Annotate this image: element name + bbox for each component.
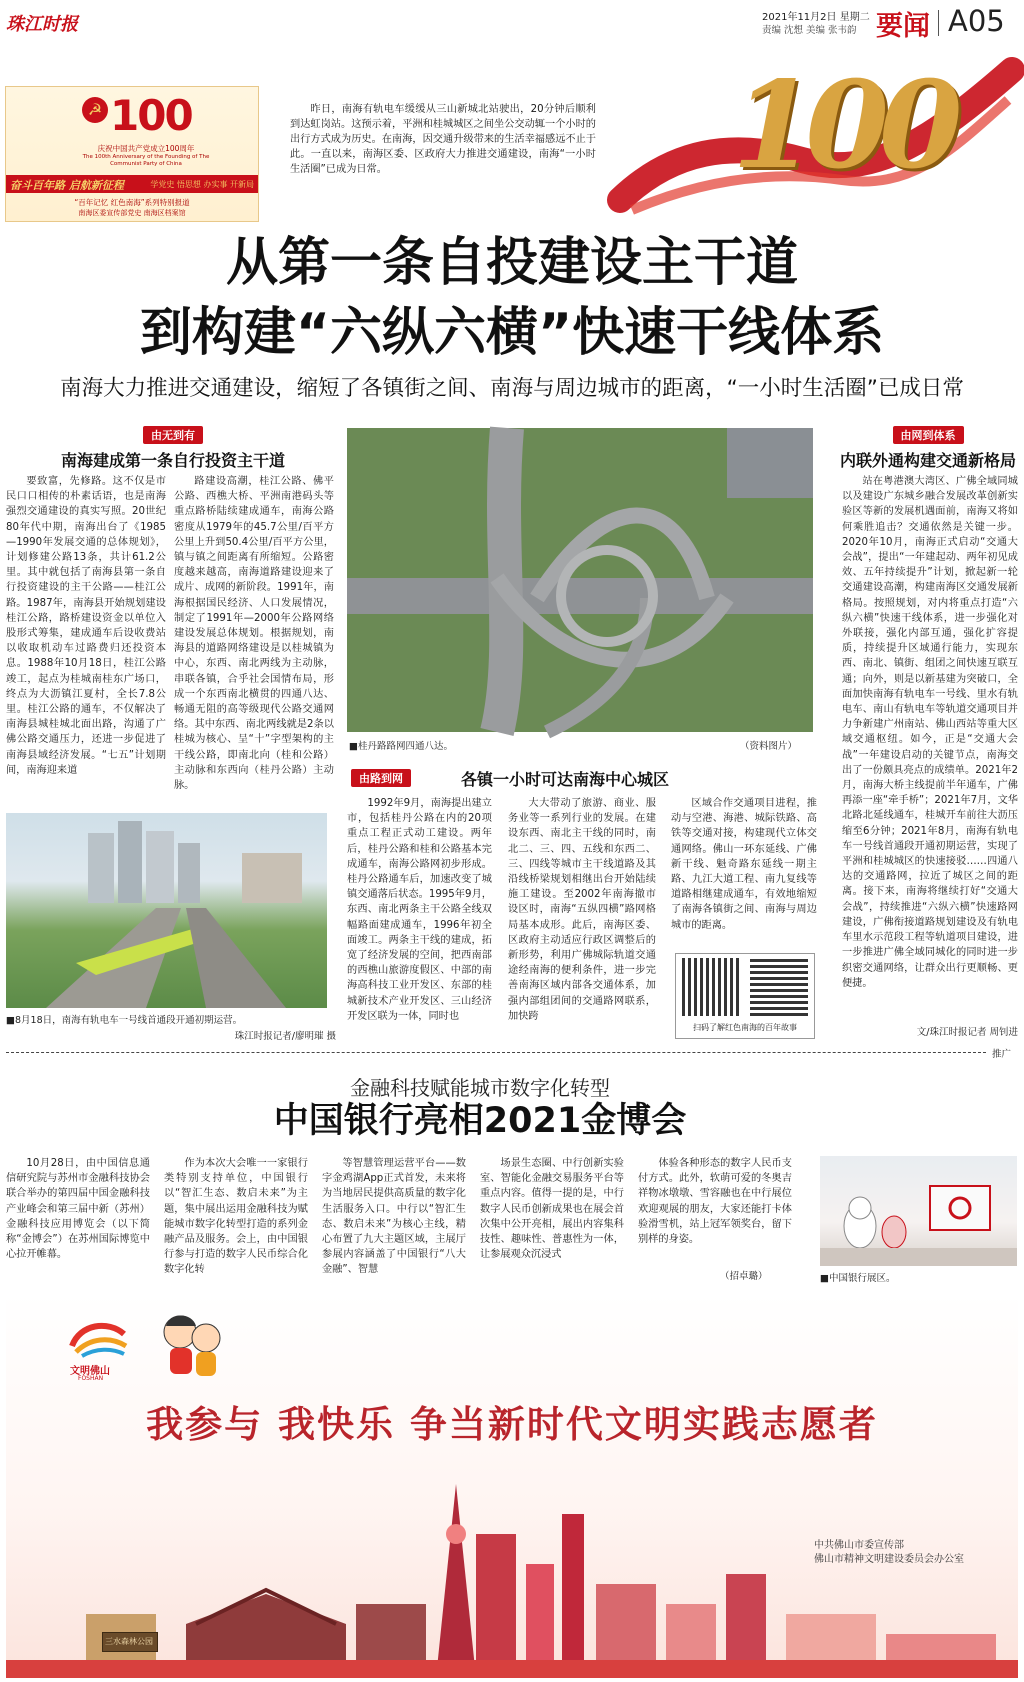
emblem-caption-en: The 100th Anniversary of the Founding of The Communist Party of China [82,154,210,167]
finance-title: 中国银行亮相2021金博会 [273,1101,687,1141]
section3-byline: 文/珠江时报记者 周钊进 [916,1027,1018,1038]
finance-column-4: 场景生态圈、中行创新实验室、智能化金融交易服务平台等重点内容。值得一提的是，中行数字人民币创新成果也在展会首次集中公开亮相，展出内容集科技性、趣味性、普惠性为一体，让参展观众沉浸式 [480,1158,624,1261]
park-sign [102,1632,158,1652]
section3-header [836,424,1020,471]
finance-kicker: 金融科技赋能城市数字化转型 [350,1076,610,1100]
bank-booth-caption: ■中国银行展区。 [820,1273,896,1284]
finance-column-1: 10月28日，由中国信息通信研究院与苏州市金融科技协会联合举办的第四届中国金融科技产业峰会和第三届中新（苏州）金融科技应用博览会（以下简称“金博会”）在苏州国际博览中心拉开帷幕。 [6,1158,150,1261]
masthead [0,0,1024,44]
ad-organizer-1: 中共佛山市委宣传部 [814,1540,904,1551]
promo-label: 推广 [992,1049,1012,1060]
section2-column-3: 区域合作交通项目进程，推动与空港、海港、城际铁路、高铁等交通对接，构建现代立体交通网络。佛山一环东延线、广佛新干线、魁奇路东延线一期主路、九江大道工程、南九复线等道路相继建成通车，有效地缩短了南海各镇街之间、南海与周边城市的距离。 [671,798,817,931]
calligraphy-slogan-text: 奋斗百年路 启航新征程 [10,179,124,192]
civilization-ad [6,1294,1018,1678]
emblem-number: 100 [110,91,192,140]
section3-column: 站在粤港澳大湾区、广佛全域同城以及建设广东城乡融合发展改革创新实验区等新的发展机遇面前，南海又将如何乘胜追击？交通依然是关键一步。2020年10月，南海正式启动“交通大会战”，提出“一年建起动、两年初见成效、五年持续提升”计划，掀起新一轮交通建设高潮，构建南海区交通发展新格局。按照规划，对内将重点打造“六纵六横”快速干线体系，进一步强化对外联接，强化内部互通，强化扩容提质，持续提升区域通行能力，实现东西、南北、镇街、组团之间快速互联互通；向外，则是以新基建为突破口，全面加快南海有轨电车一号线、里水有轨电车、南山有轨电车等轨道交通项目并力争新建广州南站、佛山西站等重大区域交通枢纽。如今，正是“交通大会战”一年建设启动的关键节点，南海交出了一份颇具亮点的成绩单。2021年2月，南海大桥主线提前半年通车，广佛再添一座“牵手桥”；2021年7月，文华北路北延线通车，桂城开车前往大沥压缩至6分钟；2021年8月，南海有轨电车一号线首通段开通初期运营，实现了平洲和桂城城区的快速接驳……四通八达的交通路网，拉近了城区之间的距离。接下来，南海将继续打好“交通大会战”，持续推进“六纵六横”快速路网建设，广佛衔接道路规划建设及有轨电车里水示范段工程等轨道项目建设，进一步推进广佛全域同城化的同时进一步织密交通网络，让群众出行更顺畅、更便捷。 [842,476,1018,989]
civilization-logo-icon [66,1316,132,1360]
anniversary-emblem-panel [5,86,259,222]
section1-header [6,424,340,471]
section2-title: 各镇一小时可达南海中心城区 [461,770,670,789]
section3-title: 内联外通构建交通新格局 [839,451,1016,470]
masthead-divider [938,10,939,36]
section3-tag: 由网到体系 [893,426,964,444]
interchange-photo [347,428,813,732]
civilization-logo-text: 文明佛山 [70,1366,110,1377]
campaign-title: “百年记忆 红色南海”系列特别报道 [74,198,190,207]
park-sign-text: 三水森林公园 [105,1637,153,1646]
finance-credit: （招卓璐） [720,1271,768,1282]
hammer-sickle-icon: ☭ [82,97,108,123]
qr-caption: 扫码了解红色南海的百年故事 [693,1023,797,1032]
tram-photo-credit: 珠江时报记者/廖明璀 摄 [234,1031,336,1042]
section2-column-1: 1992年9月，南海提出建立市，包括桂丹公路在内的20项重点工程正式动工建设。两年后，桂丹公路和桂和公路基本完成通车，南海公路网初步形成。桂丹公路通车后，加速改变了城镇交通落后状态。1995年9月，东西、南北两条主干公路全线双幅路面建成通车，1996年初全面竣工。两条主干线的建成，拓宽了经济发展的空间，把西南部的西樵山旅游度假区、中部的南海高科技工业开发区、东部的桂城新技术产业开发区、三山经济开发区联为一体，同时也 [347,798,492,1022]
ad-slogan: 我参与 我快乐 争当新时代文明实践志愿者 [146,1402,878,1446]
tram-photo [6,813,327,1008]
tram-photo-caption: ■8月18日，南海有轨电车一号线首通段开通初期运营。 [6,1015,243,1026]
section2-header [347,767,813,789]
campaign-organizers: 南海区委宣传部党史 南海区档案馆 [78,209,186,217]
finance-column-2: 作为本次大会唯一一家银行类特别支持单位，中国银行以“智汇生态、数启未来”为主题，集中展出运用金融科技为赋能城市数字化转型打造的系列金融产品及服务。会上，由中国银行参与打造的数字人民币综合化数字化转 [164,1158,308,1276]
interchange-photo-caption: ■桂丹路路网四通八达。 [349,741,453,752]
finance-column-5: 体验各种形态的数字人民币支付方式。此外，软萌可爱的冬奥吉祥物冰墩墩、雪容融也在中行展位欢迎观展的朋友，大家还能打卡体验滑雪机，站上冠军领奖台，留下别样的身姿。 [638,1158,792,1246]
ad-organizer-2: 佛山市精神文明建设委员会办公室 [814,1554,964,1565]
qr-code-right [750,958,808,1016]
section-name: 要闻 [876,11,930,42]
headline-deck: 南海大力推进交通建设，缩短了各镇街之间、南海与周边城市的距离，“一小时生活圈”已成日常 [60,376,964,401]
editors-line: 责编 沈想 美编 张韦韵 [762,25,857,36]
lead-paragraph: 昨日，南海有轨电车缓缓从三山新城北站驶出，20分钟后顺利到达虹岗站。这预示着，平洲和桂城城区之间坐公交动辄一个小时的出行方式成为历史。在南海，因交通升级带来的生活幸福感远不止于此。一直以来，南海区委、区政府大力推进交通建设，南海“一小时生活圈”已成为日常。 [290,104,596,175]
section1-title: 南海建成第一条自行投资主干道 [60,451,285,470]
section1-column-1: 要致富，先修路。这不仅是市民口口相传的朴素话语，也是南海强烈交通建设的真实写照。20世纪80年代中期，南海出台了《1985—1990年发展交通的总体规划》，计划修建公路13条，共计61.2公里。其中就包括了南海县第一条自行投资建设的主干公路——桂江公路。1987年，南海县开始规划建设桂江公路，路桥建设资金以单位入股形式筹集，建成通车后设收费站以收取机动车过路费归还投资本息。1988年10月18日，桂江公路竣工，起点为桂城南桂东广场口，终点为大沥镇江夏村，全长7.8公里。桂江公路的通车，不仅解决了南海县城桂城北面出路，沟通了广佛公路交通压力，还进一步促进了南海县域经济发展。“七五”计划期间，南海迎来道 [6,476,166,776]
paper-name: 珠江时报 [6,14,78,35]
page-number: A05 [948,4,1005,38]
volunteer-kids-mascot [152,1304,232,1384]
civilization-logo-sub: FOSHAN [78,1375,104,1382]
finance-column-3: 等智慧管理运营平台——数字金鸡湖App正式首发，未来将为当地居民提供高质量的数字化生活服务入口。中行以“智汇生态、数启未来”为核心主线，精心布置了九大主题区域，主展厅参展内容涵盖了中国银行“八大金融”、智慧 [322,1158,466,1276]
emblem-caption-cn: 庆祝中国共产党成立100周年 [97,144,195,153]
qr-code-box [675,953,815,1039]
big-100-number: 100 [732,55,953,196]
interchange-photo-credit: （资料图片） [740,741,798,752]
date-line: 2021年11月2日 星期二 [762,12,870,23]
section2-column-2: 大大带动了旅游、商业、服务业等一系列行业的发展。在建设东西、南北主干线的同时，南北二、三、四、五线和东西二、三、四线等城市主干线道路及其沿线桥梁规划相继出台开始陆续施工建设。至2002年南海撤市设区时，南海“五纵四横”路网格局基本成形。此后，南海区委、区政府主动适应行政区调整后的新形势，利用广佛城际轨道交通途经南海的便利条件，进一步完善南海区域内部各交通体系，加强内部组团间的交通路网联系，加快跨 [508,798,656,1022]
section2-tag: 由路到网 [351,769,411,787]
headline-line-1: 从第一条自投建设主干道 [225,233,798,293]
slogan-tail: 学党史 悟思想 办实事 开新局 [150,180,254,189]
calligraphy-slogan [6,175,258,193]
headline-line-2: 到构建“六纵六横”快速干线体系 [139,303,885,363]
qr-code-left [682,958,740,1016]
centennial-ribbon-graphic [612,50,1020,226]
section1-tag: 由无到有 [143,426,203,444]
bank-booth-photo [820,1156,1017,1266]
section1-column-2: 路建设高潮，桂江公路、佛平公路、西樵大桥、平洲南港码头等重点路桥陆续建成通车，南海公路密度从1979年的45.7公里/百平方公里上升到50.4公里/百平方公里，镇与镇之间距离有所缩短。公路密度越来越高，南海道路建设迎来了成片、成网的新阶段。1991年，南海根据国民经济、人口发展情况，制定了1991年—2000年公路网络建设发展总体规划。根据规划，南海县的道路网络建设是以桂城镇为中心，东西、南北两线为主动脉，串联各镇，合乎社会国情布局，形成一个东西南北横贯的四通八达、畅通无阻的高等级现代公路交通网络。其中东西、南北两线就是2条以桂城为核心、呈“十”字型架构的主干线公路，即南北向（桂和公路）主动脉和东西向（桂丹公路）主动脉。 [174,476,334,792]
promo-divider [6,1052,986,1053]
